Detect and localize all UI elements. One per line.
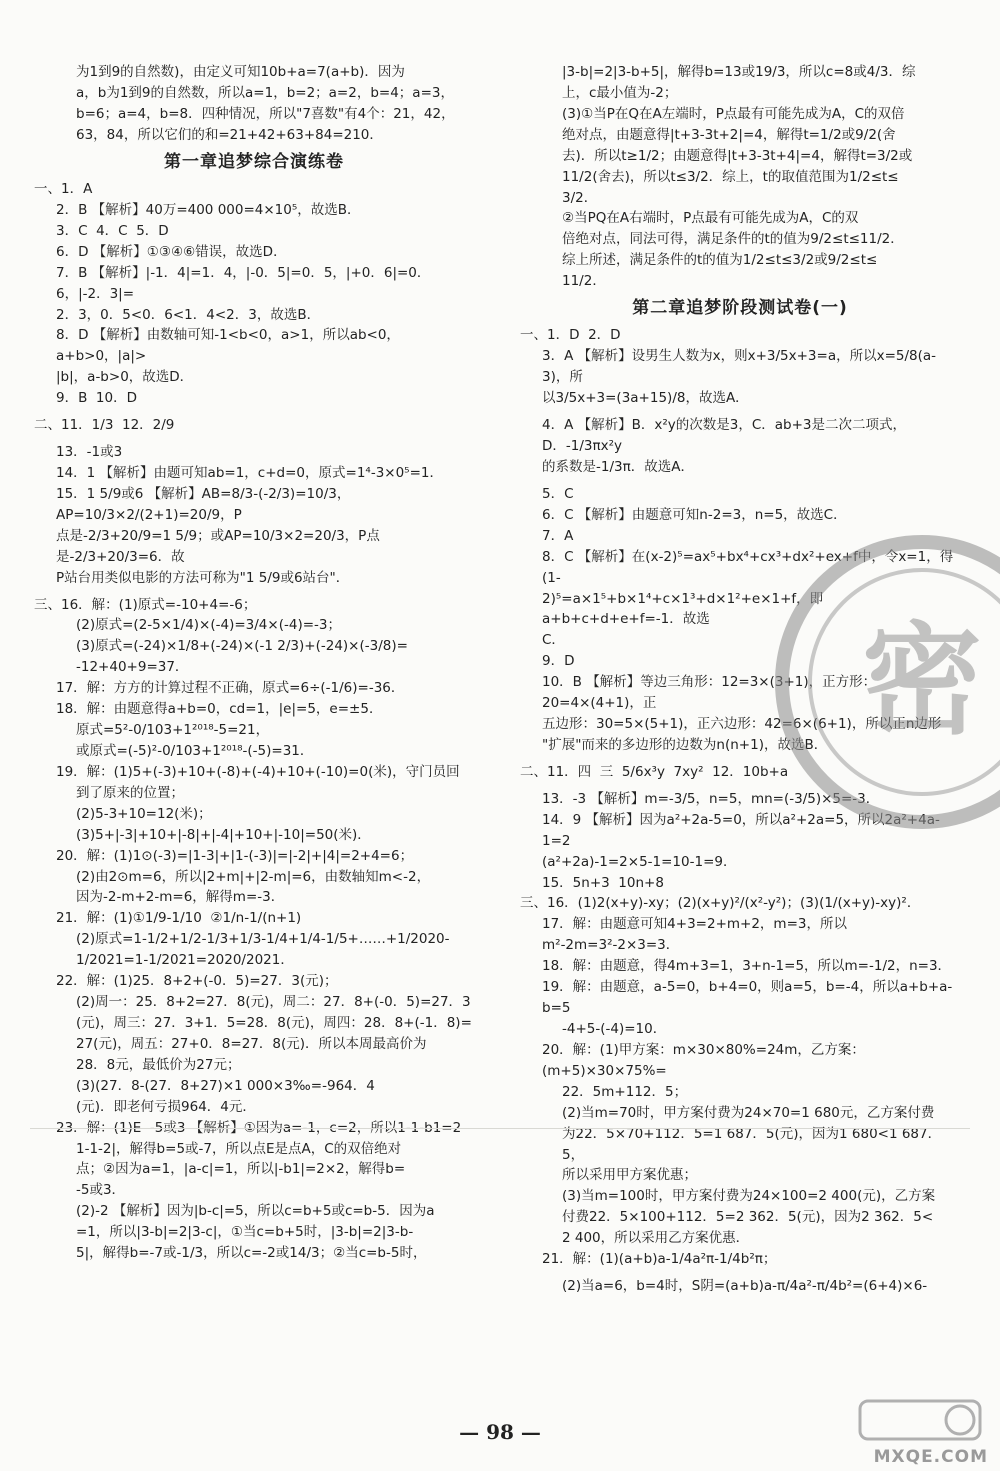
answer-line: 21．解：(1)①1/9-1/10 ②1/n-1/(n+1) [56, 910, 302, 927]
answer-line: -5或3． [76, 1182, 126, 1199]
answer-line: 19．解：由题意，a-5=0，b+4=0，则a=5，b=-4，所以a+b+a-b=5 [542, 979, 953, 1017]
answer-line: 9．B 10．D [56, 390, 138, 407]
answer-line: 4．A 【解析】B．x²y的次数是3，C．ab+3是二次二项式，D．-1/3πx²y [542, 417, 907, 455]
answer-line: 所以采用甲方案优惠； [562, 1167, 697, 1184]
answer-line: 7．B 【解析】|-1．4|=1．4，|-0．5|=0．5，|+0．6|=0．6，|-2．3|= [56, 264, 431, 302]
answer-line: 17．解：方方的计算过程不正确，原式=6÷(-1/6)=-36． [56, 680, 405, 697]
answer-line: =1，所以|3-b|=2|3-c|，①当c=b+5时，|3-b|=2|3-b- [76, 1224, 414, 1241]
answer-line: (2)5-3+10=12(米)； [76, 805, 212, 822]
answer-line: 3．A 【解析】设男生人数为x，则x+3/5x+3=a，所以x=5/8(a-3)，所 [542, 348, 937, 386]
answer-line: 11/2． [562, 273, 606, 290]
answer-line: 二、11．四 三 5/6x³y 7xy² 12．10b+a [520, 763, 789, 780]
answer-line: 28．8元，最低价为27元； [76, 1056, 241, 1073]
answer-line: (元)，周三：27．3+1．5=28．8(元)，周四：28．8+(-1．8)= [76, 1014, 472, 1031]
answer-line: 22．5m+112．5； [562, 1083, 688, 1100]
answer-line: (3)当m=100时，甲方案付费为24×100=2 400(元)，乙方案 [562, 1188, 936, 1205]
answer-line: 5|，解得b=-7或-1/3，所以c=-2或14/3；②当c=b-5时， [76, 1245, 427, 1262]
answer-line: 3．C 4．C 5．D [56, 222, 169, 239]
left-column [34, 62, 474, 1264]
watermark-site: MXQE.COM [873, 1447, 988, 1467]
fold-line [30, 1128, 970, 1129]
answer-line: 8．C 【解析】在(x-2)⁵=ax⁵+bx⁴+cx³+dx²+ex+f中，令x=1，得(1- [542, 548, 954, 586]
answer-line: 3/2． [562, 189, 598, 206]
answer-line: a，b为1到9的自然数，所以a=1，b=2；a=2，b=4；a=3， [76, 84, 454, 101]
answer-line: 14．9 【解析】因为a²+2a-5=0，所以a²+2a=5，所以2a²+4a-1=2 [542, 811, 940, 849]
answer-line: 22．解：(1)25．8+2+(-0．5)=27．3(元)； [56, 973, 338, 990]
answer-line: 10．B 【解析】等边三角形：12=3×(3+1)，正方形：20=4×(4+1)，正 [542, 674, 877, 712]
answer-line: 一、1．D 2．D [520, 327, 621, 344]
answer-line: 三、16．解：(1)原式=-10+4=-6； [34, 596, 257, 613]
answer-line: b=6；a=4，b=8．四种情况，所以"7喜数"有4个：21，42， [76, 105, 455, 122]
answer-line: 17．解：由题意可知4+3=2+m+2，m=3，所以m²-2m=3²-2×3=3． [542, 916, 847, 954]
answer-line: 2．B 【解析】40万=400 000=4×10⁵，故选B． [56, 201, 361, 218]
answer-line: (2)周一：25．8+2=27．8(元)，周二：27．8+(-0．5)=27．3 [76, 994, 471, 1011]
answer-line: 综上所述，满足条件的t的值为1/2≤t≤3/2或9/2≤t≤ [562, 252, 878, 269]
answer-line: (2)-2 【解析】因为|b-c|=5，所以c=b+5或c=b-5．因为a [76, 1203, 435, 1220]
answer-line: 到了原来的位置； [76, 784, 184, 801]
answer-line: "扩展"而来的多边形的边数为n(n+1)，故选B． [542, 737, 828, 753]
answer-line: 的系数是-1/3π．故选A． [542, 459, 694, 476]
seal-stamp [752, 522, 1000, 842]
answer-line: 15．1 5/9或6 【解析】AB=8/3-(-2/3)=10/3，AP=10/3×2/(2+1)=20/9，P [56, 485, 351, 523]
answer-line: 去)．所以t≥1/2；由题意得|t+3-3t+4|=4，解得t=3/2或 [562, 147, 913, 164]
answer-line: 8．D 【解析】由数轴可知-1<b<0，a>1，所以ab<0，a+b>0，|a|> [56, 327, 400, 365]
answer-line: (3)原式=(-24)×1/8+(-24)×(-1 2/3)+(-24)×(-3/8)= [76, 638, 408, 655]
answer-line: 因为-2-m+2-m=6，解得m=-3． [76, 889, 285, 906]
answer-line: (2)当m=70时，甲方案付费为24×70=1 680元，乙方案付费 [562, 1104, 935, 1121]
answer-line: 点；②因为a=1，|a-c|=1，所以|-b1|=2×2，解得b= [76, 1161, 406, 1178]
answer-line: (2)原式=(2-5×1/4)×(-4)=3/4×(-4)=-3； [76, 617, 341, 634]
answer-line: (3)(27．8-(27．8+27)×1 000×3‰=-964．4 [76, 1077, 375, 1094]
answer-line: -12+40+9=37． [76, 659, 189, 676]
answer-line: (3)①当P在Q在A左端时，P点最有可能先成为A，C的双倍 [562, 105, 905, 122]
answer-line: 原式=5²-0/103+1²⁰¹⁸-5=21， [76, 722, 270, 739]
answer-line: 63，84，所以它们的和=21+42+63+84=210． [76, 126, 383, 143]
answer-line: 20．解：(1)1⊙(-3)=|1-3|+|1-(-3)|=|-2|+|4|=2+4=6； [56, 847, 414, 864]
answer-line: C． [542, 632, 565, 649]
answer-line: 13．-1或3 [56, 444, 123, 461]
page-number: — 98 — [459, 1420, 541, 1444]
answer-line: 为1到9的自然数)，由定义可知10b+a=7(a+b)．因为 [76, 64, 405, 80]
answer-line: 9．D [542, 653, 575, 670]
answer-line: (3)5+|-3|+10+|-8|+|-4|+10+|-10|=50(米)． [76, 826, 371, 843]
answer-line: 上，c最小值为-2； [562, 84, 678, 101]
answer-line: 为22．5×70+112．5=1 687．5(元)，因为1 680<1 687．5， [562, 1125, 942, 1163]
answer-line: 三、16．(1)2(x+y)-xy；(2)(x+y)²/(x²-y²)；(3)(1/(x+y)-xy)²． [520, 895, 921, 912]
answer-line: 19．解：(1)5+(-3)+10+(-8)+(-4)+10+(-10)=0(米)，守门员回 [56, 763, 460, 780]
answer-line: 1/2021=1-1/2021=2020/2021． [76, 952, 294, 969]
answer-line: |3-b|=2|3-b+5|，解得b=13或19/3，所以c=8或4/3．综 [562, 64, 916, 80]
answer-line: 18．解：由题意，得4m+3=1，3+n-1=5，所以m=-1/2，n=3． [542, 958, 952, 975]
answer-line: 以3/5x+3=(3a+15)/8，故选A． [542, 390, 749, 407]
answer-line: 一、1．A [34, 181, 93, 198]
answer-line: 2 400，所以采用乙方案优惠． [562, 1230, 750, 1247]
answer-line: 点是-2/3+20/9=1 5/9；或AP=10/3×2=20/3，P点是-2/3+20/3=6．故 [56, 527, 380, 565]
answer-line: 倍绝对点，同法可得，满足条件的t的值为9/2≤t≤11/2． [562, 231, 904, 248]
answer-line: (2)由2⊙m=6，所以|2+m|+|2-m|=6，由数轴知m<-2， [76, 868, 431, 885]
section-title: 第一章追梦综合演练卷 [164, 151, 344, 172]
answer-line: 二、11．1/3 12．2/9 [34, 417, 175, 434]
answer-line: 11/2(舍去)，所以t≤3/2．综上，t的取值范围为1/2≤t≤ [562, 168, 899, 185]
answer-line: 20．解：(1)甲方案：m×30×80%=24m，乙方案：(m+5)×30×75%= [542, 1041, 865, 1079]
answer-line: (元)．即老何亏损964．4元． [76, 1098, 256, 1115]
answer-line: ②当PQ在A右端时，P点最有可能先成为A，C的双 [562, 210, 859, 227]
answer-line: P站台用类似电影的方法可称为"1 5/9或6站台"． [56, 569, 350, 586]
answer-line: 或原式=(-5)²-0/103+1²⁰¹⁸-(-5)=31． [76, 743, 314, 759]
answer-line: 15．5n+3 10n+8 [542, 874, 664, 891]
answer-line: 13．-3 【解析】m=-3/5，n=5，mn=(-3/5)×5=-3． [542, 790, 880, 807]
answer-line: 2)⁵=a×1⁵+b×1⁴+c×1³+d×1²+e×1+f，即a+b+c+d+e+f=-1．故选 [542, 590, 824, 628]
answer-line: 6．C 【解析】由题意可知n-2=3，n=5，故选C． [542, 506, 847, 523]
answer-line: (2)当a=6，b=4时，S阴=(a+b)a-π/4a²-π/4b²=(6+4)×6- [562, 1278, 928, 1295]
answer-line: 23．解：(1)E -5或3 【解析】①因为a=-1，c=2，所以1-1-b1=2 [56, 1119, 462, 1136]
answer-line: 1-1-2|，解得b=5或-7，所以点E是点A，C的双倍绝对 [76, 1140, 402, 1157]
answer-line: (2)原式=1-1/2+1/2-1/3+1/3-1/4+1/4-1/5+……+1/2020- [76, 931, 450, 948]
answer-line: 6．D 【解析】①③④⑥错误，故选D． [56, 243, 287, 260]
answer-line: (a²+2a)-1=2×5-1=10-1=9． [542, 853, 737, 870]
seal-char: 密 [862, 612, 982, 751]
answer-line: 5．C [542, 485, 574, 502]
answer-line: -4+5-(-4)=10． [562, 1020, 667, 1037]
answer-line: 21．解：(1)(a+b)a-1/4a²π-1/4b²π； [542, 1251, 777, 1268]
answer-line: 五边形：30=5×(5+1)，正六边形：42=6×(6+1)，所以正n边形 [542, 716, 942, 733]
answer-line: 27(元)，周五：27+0．8=27．8(元)．所以本周最高价为 [76, 1035, 427, 1052]
section-title: 第二章追梦阶段测试卷(一) [632, 298, 848, 319]
answer-line: 14．1 【解析】由题可知ab=1，c+d=0，原式=1⁴-3×0⁵=1． [56, 465, 443, 482]
answer-line: 绝对点，由题意得|t+3-3t+2|=4，解得t=1/2或9/2(舍 [562, 126, 896, 143]
answer-line: 2．3，0．5<0．6<1．4<2．3，故选B． [56, 306, 321, 323]
answer-line: 付费22．5×100+112．5=2 362．5(元)，因为2 362．5< [562, 1209, 934, 1226]
answer-line: |b|，a-b>0，故选D． [56, 369, 194, 386]
answer-line: 7．A [542, 527, 574, 544]
answer-line: 18．解：由题意得a+b=0，cd=1，|e|=5，e=±5． [56, 701, 383, 718]
